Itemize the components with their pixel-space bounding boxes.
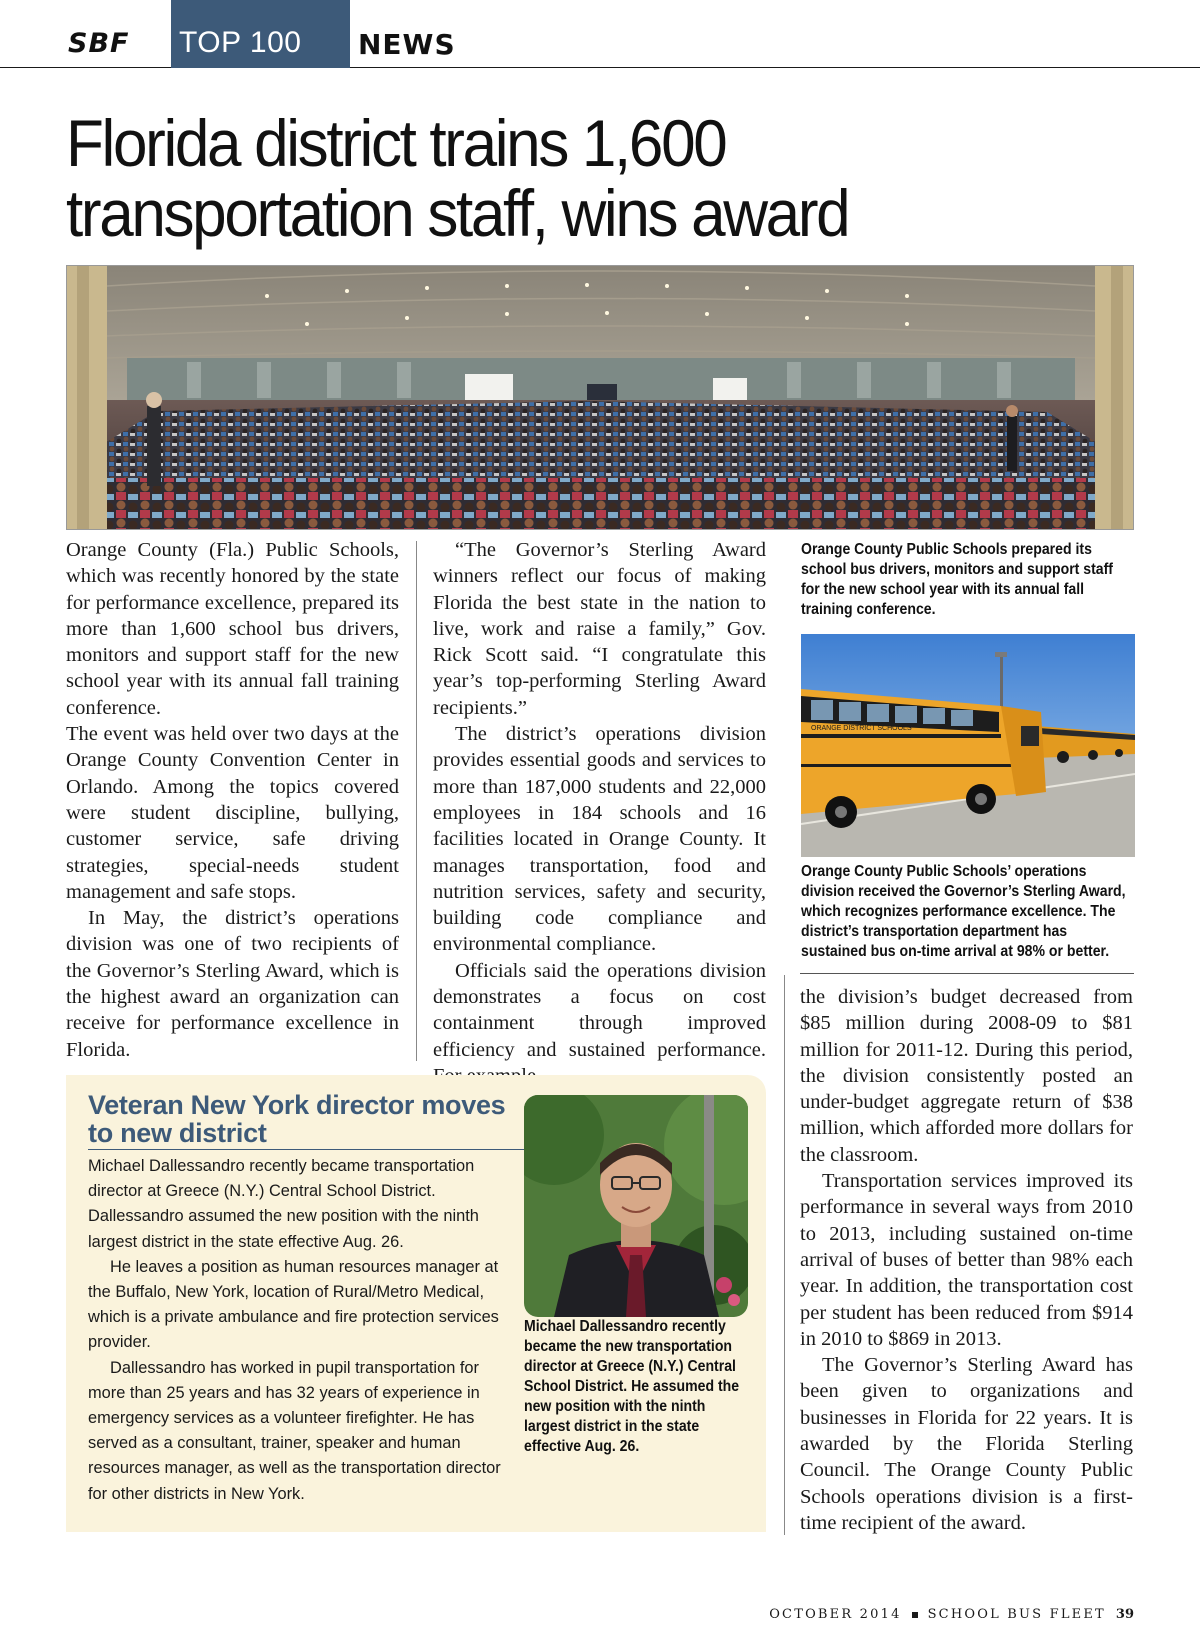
portrait-caption: Michael Dallessandro recently became the new transportation director at Greece (N.Y.) Central School District. He assumed the new position with the ninth largest district in the state effective Aug. 26. xyxy=(524,1318,740,1455)
bus-side-lettering: ORANGE DISTRICT SCHOOLS xyxy=(811,725,912,732)
article-paragraph: The Governor’s Sterling Award has been given to organizations and businesses in Florida for 22 years. It is awarded by the Florida Sterling Council. The Orange County Public Schools operations division is a first-time recipient of the award. xyxy=(800,1354,1133,1534)
article-column-3 xyxy=(800,984,1133,1536)
sidebar-box xyxy=(66,1075,766,1532)
conference-hall-illustration xyxy=(67,266,1134,530)
sidebar-body xyxy=(88,1154,508,1507)
headline-line-2: transportation staff, wins award xyxy=(66,176,849,250)
conference-hall-photo xyxy=(66,265,1134,530)
section-logo-top100: TOP 100 xyxy=(171,0,350,68)
article-paragraph: The event was held over two days at the Orange County Convention Center in Orlando. Among the topics covered were student discipline, bullying, customer service, safe driving strategies, special-needs student management and safe stops. xyxy=(66,723,399,903)
page-footer xyxy=(769,1607,1134,1622)
article-paragraph: “The Governor’s Sterling Award winners reflect our focus of making Florida the best state in the nation to live, work and raise a family,” Gov. Rick Scott said. “I congratulate this year’s top-performing Sterling Award recipients.” xyxy=(433,539,766,719)
article-paragraph: Transportation services improved its performance in several ways from 2010 to 2013, including sustained on-time arrival of buses of better than 98% each year. In addition, the transportation cost per student has been reduced from $914 in 2010 to $869 in 2013. xyxy=(800,1170,1133,1350)
school-bus-illustration xyxy=(801,634,1135,857)
article-column-2 xyxy=(433,537,766,1089)
section-logo-sbf: SBF xyxy=(68,28,130,59)
bus-photo-caption: Orange County Public Schools’ operations division received the Governor’s Sterling Award, which recognizes performance excellence. The district’s transportation department has sustained bus on-time arrival at 98% or better. xyxy=(801,863,1126,960)
column-divider xyxy=(784,975,785,1535)
column-divider xyxy=(416,541,417,1061)
footer-magazine-name: SCHOOL BUS FLEET xyxy=(927,1607,1106,1622)
article-paragraph: In May, the district’s operations division was one of two recipients of the Governor’s Sterling Award, which is the highest award an organization can receive for performance excellence in Florida. xyxy=(66,907,399,1061)
article-paragraph: the division’s budget decreased from $85 million during 2008-09 to $81 million for 2011-12. During this period, the division consistently posted an under-budget aggregate return of $38 million, which afforded more dollars for the classroom. xyxy=(800,986,1133,1166)
article-column-1 xyxy=(66,537,399,1063)
training-photo-caption: Orange County Public Schools prepared its school bus drivers, monitors and support staff for the new school year with its annual fall training conference. xyxy=(801,541,1113,618)
portrait-illustration xyxy=(524,1095,748,1317)
headline-line-1: Florida district trains 1,600 xyxy=(66,106,726,180)
director-portrait-photo xyxy=(524,1095,748,1317)
school-bus-fleet-photo xyxy=(801,634,1135,857)
article-headline xyxy=(66,108,1081,248)
sidebar-paragraph: Dallessandro has worked in pupil transportation for more than 25 years and has 32 years of experience in emergency services as a volunteer firefighter. He has served as a consultant, trainer, speaker and human resources manager, as well as the transportation director for other districts in New York. xyxy=(88,1358,501,1503)
page-number: 39 xyxy=(1115,1607,1134,1622)
caption-divider xyxy=(800,973,1134,974)
footer-issue-date: OCTOBER 2014 xyxy=(769,1607,902,1622)
sidebar-title: Veteran New York director moves to new district xyxy=(88,1090,506,1148)
sidebar-paragraph: He leaves a position as human resources manager at the Buffalo, New York, location of Rural/Metro Medical, which is a private ambulance and fire protection services provider. xyxy=(88,1257,499,1352)
magazine-header-bar xyxy=(0,0,1200,68)
article-paragraph: Orange County (Fla.) Public Schools, which was recently honored by the state for performance excellence, prepared its more than 1,600 school bus drivers, monitors and support staff for the new school year with its annual fall training conference. xyxy=(66,539,399,719)
section-logo-news: NEWS xyxy=(358,28,456,61)
footer-separator xyxy=(912,1612,918,1618)
article-paragraph: The district’s operations division provides essential goods and services to more than 187,000 students and 22,000 employees in 184 schools and 16 facilities located in Orange County. It manages transportation, food and nutrition services, safety and security, building code compliance and environmental compliance. xyxy=(433,723,766,956)
sidebar-title-rule xyxy=(88,1149,538,1150)
article-paragraph: Officials said the operations division demonstrates a focus on cost containment through improved efficiency and sustained performance. xyxy=(433,959,766,1061)
sidebar-paragraph: Michael Dallessandro recently became transportation director at Greece (N.Y.) Central School District. Dallessandro assumed the new position with the ninth largest district in the state effective Aug. 26. xyxy=(88,1157,479,1251)
